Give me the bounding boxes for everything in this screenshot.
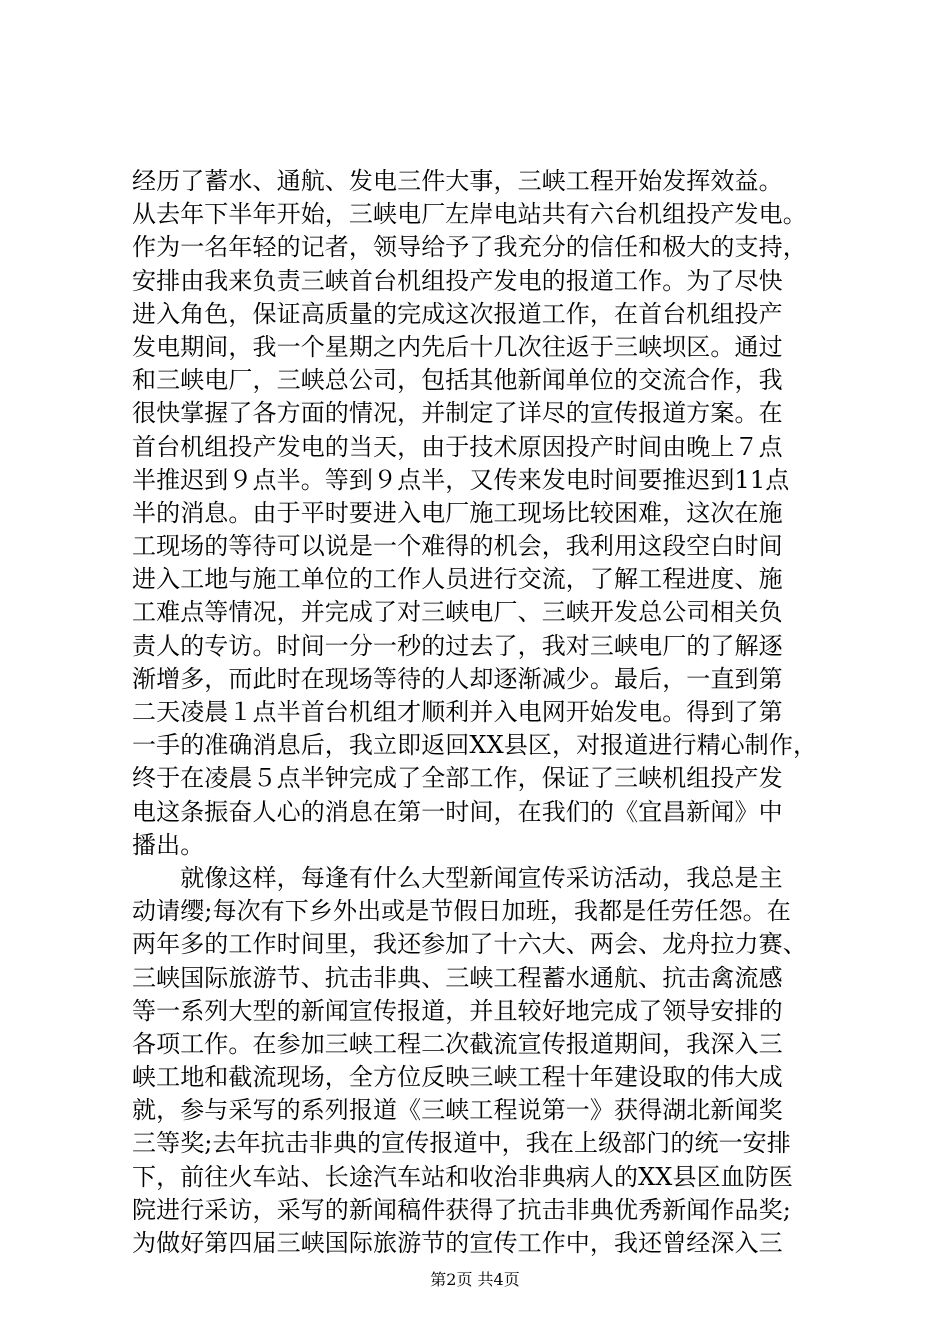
text-line: 发电期间，我一个星期之内先后十几次往返于三峡坝区。通过 — [132, 332, 783, 361]
text-line: 电这条振奋人心的消息在第一时间，在我们的《宜昌新闻》中 — [132, 797, 783, 826]
text-line: 安排由我来负责三峡首台机组投产发电的报道工作。为了尽快 — [132, 266, 783, 295]
text-line: 进入工地与施工单位的工作人员进行交流，了解工程进度、施 — [132, 565, 783, 594]
body-text — [132, 165, 832, 1260]
text-line: 就，参与采写的系列报道《三峡工程说第一》获得湖北新闻奖 — [132, 1096, 783, 1125]
text-line: 等一系列大型的新闻宣传报道，并且较好地完成了领导安排的 — [132, 996, 783, 1025]
text-line: 终于在凌晨５点半钟完成了全部工作，保证了三峡机组投产发 — [132, 764, 783, 793]
text-line: 一手的准确消息后，我立即返回XX县区，对报道进行精心制作， — [132, 731, 818, 760]
text-line: 峡工地和截流现场，全方位反映三峡工程十年建设取的伟大成 — [132, 1063, 783, 1092]
text-line: 首台机组投产发电的当天，由于技术原因投产时间由晚上７点 — [132, 432, 783, 461]
text-line: 播出。 — [132, 830, 205, 859]
text-line: 半推迟到９点半。等到９点半，又传来发电时间要推迟到11点 — [132, 465, 790, 494]
text-line: 为做好第四届三峡国际旅游节的宣传工作中，我还曾经深入三 — [132, 1229, 783, 1257]
text-line: 三峡国际旅游节、抗击非典、三峡工程蓄水通航、抗击禽流感 — [132, 963, 783, 992]
text-line: 从去年下半年开始，三峡电厂左岸电站共有六台机组投产发电。 — [132, 200, 807, 229]
text-line: 工难点等情况，并完成了对三峡电厂、三峡开发总公司相关负 — [132, 598, 783, 627]
text-line: 下，前往火车站、长途汽车站和收治非典病人的XX县区血防医 — [132, 1162, 793, 1191]
text-line: 动请缨;每次有下乡外出或是节假日加班，我都是任劳任怨。在 — [132, 897, 791, 926]
text-line: 院进行采访，采写的新闻稿件获得了抗击非典优秀新闻作品奖; — [132, 1195, 791, 1224]
page-number-footer: 第2页 共4页 — [430, 1270, 520, 1289]
text-line: 两年多的工作时间里，我还参加了十六大、两会、龙舟拉力赛、 — [132, 930, 807, 959]
text-line: 和三峡电厂，三峡总公司，包括其他新闻单位的交流合作，我 — [132, 366, 783, 395]
text-line: 作为一名年轻的记者，领导给予了我充分的信任和极大的支持， — [132, 233, 807, 262]
text-line: 半的消息。由于平时要进入电厂施工现场比较困难，这次在施 — [132, 498, 783, 527]
text-line: 就像这样，每逢有什么大型新闻宣传采访活动，我总是主 — [132, 863, 783, 892]
text-line: 工现场的等待可以说是一个难得的机会，我利用这段空白时间 — [132, 532, 783, 561]
text-line: 各项工作。在参加三峡工程二次截流宣传报道期间，我深入三 — [132, 1029, 783, 1058]
text-line: 经历了蓄水、通航、发电三件大事，三峡工程开始发挥效益。 — [132, 167, 783, 195]
text-line: 三等奖;去年抗击非典的宣传报道中，我在上级部门的统一安排 — [132, 1129, 791, 1158]
text-line: 责人的专访。时间一分一秒的过去了，我对三峡电厂的了解逐 — [132, 631, 783, 660]
text-line: 二天凌晨１点半首台机组才顺利并入电网开始发电。得到了第 — [132, 698, 783, 726]
text-line: 渐增多，而此时在现场等待的人却逐渐减少。最后，一直到第 — [132, 664, 783, 693]
text-line: 进入角色，保证高质量的完成这次报道工作，在首台机组投产 — [132, 299, 783, 328]
text-line: 很快掌握了各方面的情况，并制定了详尽的宣传报道方案。在 — [132, 399, 783, 428]
